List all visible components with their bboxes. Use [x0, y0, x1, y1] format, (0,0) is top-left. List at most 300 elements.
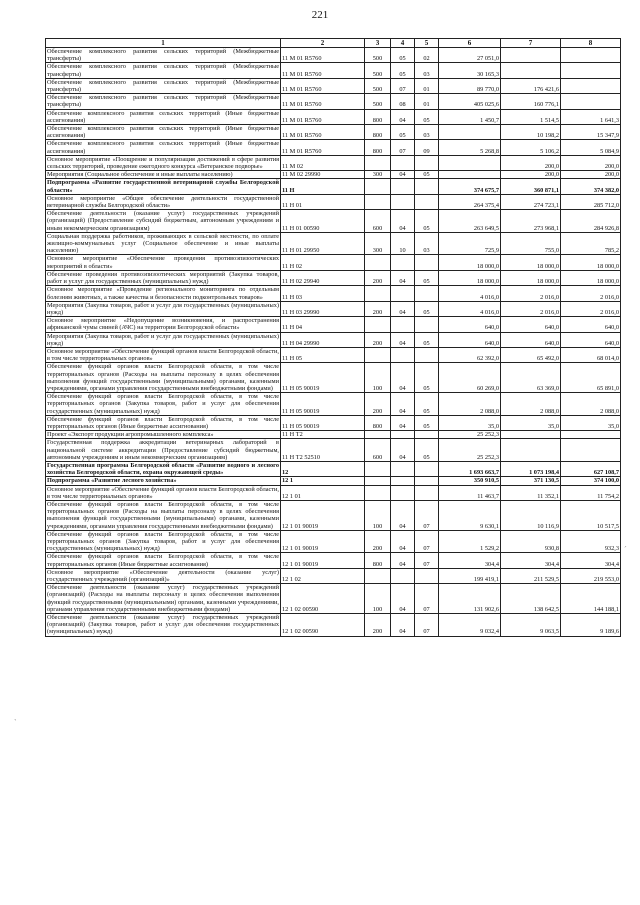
row-name-cell: Обеспечение комплексного развития сельских территорий (Межбюджетные трансферты)	[47, 94, 279, 109]
row-pr-cell: 07	[415, 553, 439, 568]
row-name-cell: Обеспечение комплексного развития сельских территорий (Иные бюджетные ассигнования)	[47, 125, 279, 140]
row-name-cell: Основное мероприятие «Проведение регионального мониторинга по отдельным болезням животных, а также качества и безопасности подконтрольных товаров»	[47, 286, 279, 301]
row-rz-cell: 04	[391, 415, 415, 430]
row-value-cell: 65 891,0	[561, 363, 621, 393]
row-rz-cell	[391, 477, 415, 485]
row-value-cell: 219 553,0	[561, 568, 621, 583]
row-value-cell: 1 641,3	[561, 109, 621, 124]
row-value-cell: 5 106,2	[501, 140, 561, 155]
table-row	[46, 270, 621, 285]
row-pr-cell: 05	[415, 439, 439, 462]
row-pr-cell	[415, 255, 439, 270]
row-name-cell: Подпрограмма «Развитие лесного хозяйства»	[46, 477, 281, 485]
row-value-cell: 9 630,1	[439, 500, 501, 530]
row-value-cell: 5 268,8	[439, 140, 501, 155]
table-row	[46, 63, 621, 78]
row-vr-cell: 200	[365, 301, 391, 316]
row-value-cell: 25 252,3	[439, 439, 501, 462]
row-name-cell: Основное мероприятие «Обеспечение функций органов власти Белгородской области, в том числе территориальных органов»	[47, 347, 279, 363]
row-rz-cell: 04	[391, 332, 415, 347]
row-pr-cell: 05	[415, 270, 439, 285]
row-value-cell	[501, 431, 561, 439]
row-pr-cell	[415, 179, 439, 194]
row-value-cell: 785,2	[561, 232, 621, 255]
row-value-cell: 273 968,1	[501, 210, 561, 233]
row-name-cell: Мероприятия (Закупка товаров, работ и услуг для государственных (муниципальных) нужд)	[47, 332, 279, 347]
table-row	[46, 232, 621, 255]
row-name-cell: Социальная поддержка работников, проживающих в сельской местности, по оплате жилищно-коммунальных услуг (Социальное обеспечение и иные выплаты населению)	[47, 232, 279, 255]
row-vr-cell: 800	[365, 553, 391, 568]
row-value-cell: 4 016,0	[439, 286, 501, 301]
header-cell: 2	[281, 39, 365, 48]
table-row	[46, 477, 621, 485]
row-value-cell: 9 063,5	[501, 614, 561, 637]
table-row	[46, 109, 621, 124]
row-value-cell: 63 369,0	[501, 363, 561, 393]
row-value-cell: 640,0	[561, 332, 621, 347]
row-code-cell: 12 1 01 90019	[281, 553, 365, 568]
row-pr-cell: 05	[415, 363, 439, 393]
row-name-cell: Основное мероприятие «Поощрение и популяризация достижений в сфере развития сельских территорий, проведение ежегодного конкурса «Ветеранское подворье»	[47, 155, 279, 171]
row-value-cell: 725,9	[439, 232, 501, 255]
row-value-cell: 18 000,0	[561, 270, 621, 285]
row-value-cell: 10 517,5	[561, 500, 621, 530]
row-vr-cell	[365, 155, 391, 170]
row-value-cell: 200,0	[501, 155, 561, 170]
row-value-cell: 89 770,0	[439, 78, 501, 93]
row-rz-cell	[391, 461, 415, 476]
table-row	[46, 94, 621, 109]
row-code-cell: 11 Н	[281, 179, 365, 194]
row-pr-cell: 01	[415, 94, 439, 109]
row-rz-cell	[391, 485, 415, 500]
row-value-cell: 62 392,0	[439, 347, 501, 362]
row-vr-cell: 800	[365, 415, 391, 430]
row-rz-cell: 08	[391, 94, 415, 109]
row-value-cell: 9 189,6	[561, 614, 621, 637]
row-rz-cell	[391, 155, 415, 170]
row-name-cell: Основное мероприятие «Недопущение возникновения, и распространения африканской чумы свиней (АЧС) на территории Белгородской области»	[47, 317, 279, 332]
stray-mark-icon: ´	[624, 545, 627, 554]
row-value-cell: 11 754,2	[561, 485, 621, 500]
header-cell: 6	[439, 39, 501, 48]
row-value-cell: 1 073 198,4	[501, 461, 561, 476]
row-value-cell: 627 108,7	[561, 461, 621, 476]
row-rz-cell: 10	[391, 232, 415, 255]
table-row	[46, 347, 621, 362]
row-code-cell: 11 Н 02 29940	[281, 270, 365, 285]
row-vr-cell: 800	[365, 140, 391, 155]
row-vr-cell: 200	[365, 614, 391, 637]
row-code-cell: 11 М 01 R5760	[281, 63, 365, 78]
row-value-cell: 930,8	[501, 530, 561, 553]
row-pr-cell	[415, 155, 439, 170]
row-name-cell: Государственная программа Белгородской области «Развитие водного и лесного хозяйства Белгородской области, охрана окружающей среды»	[47, 461, 279, 477]
row-value-cell: 4 016,0	[439, 301, 501, 316]
table-row	[46, 530, 621, 553]
row-value-cell: 2 016,0	[561, 301, 621, 316]
row-code-cell: 11 М 02 29990	[281, 171, 365, 179]
table-row	[46, 568, 621, 583]
row-pr-cell	[415, 431, 439, 439]
row-vr-cell: 300	[365, 232, 391, 255]
row-vr-cell	[365, 194, 391, 209]
row-value-cell: 374 675,7	[439, 179, 501, 194]
row-vr-cell: 500	[365, 63, 391, 78]
row-value-cell: 755,0	[501, 232, 561, 255]
row-value-cell: 65 492,0	[501, 347, 561, 362]
row-code-cell: 11 Н 03	[281, 286, 365, 301]
row-value-cell	[561, 431, 621, 439]
row-value-cell	[501, 63, 561, 78]
row-code-cell: 11 Н 05	[281, 347, 365, 362]
row-code-cell: 11 Н 01	[281, 194, 365, 209]
row-code-cell: 12 1 01	[281, 485, 365, 500]
row-value-cell: 2 016,0	[501, 286, 561, 301]
row-value-cell: 2 016,0	[561, 286, 621, 301]
table-row	[46, 415, 621, 430]
row-value-cell: 285 712,0	[561, 194, 621, 209]
table-header-row	[46, 39, 621, 48]
row-value-cell: 18 000,0	[439, 270, 501, 285]
row-value-cell: 304,4	[439, 553, 501, 568]
row-value-cell: 360 871,1	[501, 179, 561, 194]
row-vr-cell: 800	[365, 109, 391, 124]
row-value-cell: 1 514,5	[501, 109, 561, 124]
row-name-cell: Проект «Экспорт продукции агропромышленного комплекса»	[46, 431, 281, 439]
row-value-cell: 1 450,7	[439, 109, 501, 124]
row-vr-cell: 100	[365, 363, 391, 393]
row-value-cell: 199 419,1	[439, 568, 501, 583]
page-number: 221	[311, 9, 329, 21]
row-value-cell: 35,0	[439, 415, 501, 430]
row-code-cell: 12 1 02 00590	[281, 614, 365, 637]
row-rz-cell: 04	[391, 553, 415, 568]
row-pr-cell: 01	[415, 78, 439, 93]
row-name-cell: Обеспечение функций органов власти Белгородской области, в том числе территориальных органов (Иные бюджетные ассигнования)	[47, 415, 279, 430]
row-name-cell: Обеспечение функций органов власти Белгородской области, в том числе территориальных органов (Закупка товаров, работ и услуг для обеспечения государственных (муниципальных) нужд)	[47, 530, 279, 553]
row-rz-cell: 04	[391, 393, 415, 416]
row-name-cell: Подпрограмма «Развитие государственной ветеринарной службы Белгородской области»	[47, 179, 279, 194]
row-name-cell: Обеспечение комплексного развития сельских территорий (Иные бюджетные ассигнования)	[47, 109, 279, 124]
row-pr-cell: 05	[415, 332, 439, 347]
row-value-cell: 274 723,1	[501, 194, 561, 209]
row-pr-cell	[415, 485, 439, 500]
row-value-cell	[561, 439, 621, 462]
row-value-cell: 2 016,0	[501, 301, 561, 316]
table-row	[46, 194, 621, 209]
row-vr-cell: 200	[365, 270, 391, 285]
row-value-cell: 27 051,0	[439, 48, 501, 63]
row-value-cell	[561, 78, 621, 93]
row-name-cell: Обеспечение комплексного развития сельских территорий (Межбюджетные трансферты)	[47, 48, 279, 63]
row-value-cell: 18 000,0	[501, 270, 561, 285]
row-rz-cell	[391, 347, 415, 362]
row-value-cell: 640,0	[501, 332, 561, 347]
table-row	[46, 140, 621, 155]
row-rz-cell: 04	[391, 439, 415, 462]
row-vr-cell	[365, 477, 391, 485]
row-rz-cell: 04	[391, 584, 415, 614]
table-row	[46, 255, 621, 270]
row-code-cell: 11 Н Т2 52510	[281, 439, 365, 462]
row-vr-cell	[365, 485, 391, 500]
row-value-cell: 200,0	[561, 155, 621, 170]
row-pr-cell: 07	[415, 500, 439, 530]
row-rz-cell: 07	[391, 140, 415, 155]
row-value-cell: 11 463,7	[439, 485, 501, 500]
row-value-cell: 200,0	[561, 171, 621, 179]
row-value-cell: 304,4	[561, 553, 621, 568]
row-rz-cell: 04	[391, 530, 415, 553]
row-value-cell	[439, 125, 501, 140]
row-value-cell	[439, 155, 501, 170]
row-pr-cell: 07	[415, 614, 439, 637]
row-vr-cell	[365, 347, 391, 362]
row-rz-cell: 05	[391, 63, 415, 78]
row-value-cell: 1 529,2	[439, 530, 501, 553]
row-name-cell: Обеспечение деятельности (оказание услуг) государственных учреждений (организаций) (Закупка товаров, работ и услуг для обеспечения государственных (муниципальных) нужд)	[47, 614, 279, 636]
row-code-cell: 12 1 02 00590	[281, 584, 365, 614]
row-rz-cell: 04	[391, 363, 415, 393]
table-row	[46, 286, 621, 301]
row-pr-cell: 07	[415, 584, 439, 614]
row-name-cell: Обеспечение комплексного развития сельских территорий (Межбюджетные трансферты)	[47, 78, 279, 94]
row-vr-cell	[365, 286, 391, 301]
row-value-cell: 11 352,1	[501, 485, 561, 500]
row-rz-cell	[391, 255, 415, 270]
row-vr-cell: 200	[365, 393, 391, 416]
row-value-cell: 30 165,3	[439, 63, 501, 78]
row-value-cell: 15 347,9	[561, 125, 621, 140]
row-value-cell: 405 025,6	[439, 94, 501, 109]
table-row	[46, 553, 621, 568]
row-value-cell: 640,0	[439, 317, 501, 332]
table-row	[46, 614, 621, 637]
table-row	[46, 485, 621, 500]
row-pr-cell: 05	[415, 393, 439, 416]
row-value-cell: 2 088,0	[501, 393, 561, 416]
row-name-cell: Обеспечение деятельности (оказание услуг) государственных учреждений (организаций) (Расходы на выплаты персоналу в целях обеспечения выполнения функций государственными (муниципальными) органами, казенными учреждениями, органами управления государственными внебюджетными фондами)	[47, 584, 279, 613]
row-value-cell	[561, 63, 621, 78]
row-name-cell: Обеспечение функций органов власти Белгородской области, в том числе территориальных органов (Расходы на выплаты персоналу в целях обеспечения выполнения функций государственными (муниципальными) органами, казенными учреждениями, органами управления государственными внебюджетными фондами)	[47, 363, 279, 392]
row-value-cell: 284 926,8	[561, 210, 621, 233]
row-name-cell: Основное мероприятие «Обеспечение функций органов власти Белгородской области, в том числе территориальных органов»	[47, 485, 279, 500]
row-name-cell: Государственная поддержка аккредитации ветеринарных лабораторий в национальной системе аккредитации (Предоставление субсидий бюджетным, автономным учреждениям и иным некоммерческим организациям)	[47, 439, 279, 461]
row-name-cell: Обеспечение проведения противоэпизоотических мероприятий (Закупка товаров, работ и услуг для государственных (муниципальных) нужд)	[47, 270, 279, 286]
table-row	[46, 125, 621, 140]
row-value-cell: 60 269,0	[439, 363, 501, 393]
row-value-cell: 304,4	[501, 553, 561, 568]
row-pr-cell: 05	[415, 210, 439, 233]
header-cell: 1	[46, 39, 281, 48]
row-value-cell: 5 084,9	[561, 140, 621, 155]
row-vr-cell	[365, 461, 391, 476]
row-pr-cell: 07	[415, 530, 439, 553]
row-value-cell: 640,0	[439, 332, 501, 347]
row-code-cell: 11 Н 05 90019	[281, 393, 365, 416]
row-vr-cell	[365, 255, 391, 270]
row-rz-cell: 04	[391, 171, 415, 179]
row-pr-cell: 05	[415, 415, 439, 430]
row-pr-cell	[415, 317, 439, 332]
row-value-cell: 264 375,4	[439, 194, 501, 209]
row-vr-cell: 300	[365, 171, 391, 179]
row-vr-cell: 100	[365, 584, 391, 614]
table-row	[46, 210, 621, 233]
row-code-cell: 11 М 01 R5760	[281, 140, 365, 155]
header-cell: 4	[391, 39, 415, 48]
row-vr-cell	[365, 317, 391, 332]
row-vr-cell: 500	[365, 78, 391, 93]
row-value-cell: 211 529,5	[501, 568, 561, 583]
row-value-cell: 374 382,0	[561, 179, 621, 194]
table-row	[46, 78, 621, 93]
row-pr-cell: 05	[415, 301, 439, 316]
row-name-cell: Мероприятия (Социальное обеспечение и иные выплаты населению)	[46, 171, 281, 179]
table-row	[46, 171, 621, 179]
row-vr-cell: 600	[365, 439, 391, 462]
table-row	[46, 439, 621, 462]
row-code-cell: 11 М 01 R5760	[281, 125, 365, 140]
table-row	[46, 155, 621, 170]
row-value-cell: 25 252,3	[439, 431, 501, 439]
row-name-cell: Мероприятия (Закупка товаров, работ и услуг для государственных (муниципальных) нужд)	[47, 301, 279, 316]
row-value-cell: 350 910,5	[439, 477, 501, 485]
row-pr-cell	[415, 286, 439, 301]
row-code-cell: 12 1 01 90019	[281, 530, 365, 553]
stray-mark-icon: `	[14, 718, 17, 727]
row-name-cell: Основное мероприятие «Обеспечение деятельности (оказание услуг) государственных учреждений (организаций)»	[47, 568, 279, 584]
row-vr-cell: 500	[365, 48, 391, 63]
row-code-cell: 11 Н 05 90019	[281, 415, 365, 430]
row-code-cell: 11 Н 04 29990	[281, 332, 365, 347]
row-rz-cell: 04	[391, 614, 415, 637]
table-row	[46, 431, 621, 439]
table-body	[46, 48, 621, 637]
row-value-cell: 2 088,0	[439, 393, 501, 416]
row-pr-cell: 03	[415, 125, 439, 140]
row-name-cell: Обеспечение комплексного развития сельских территорий (Межбюджетные трансферты)	[47, 63, 279, 78]
row-value-cell: 68 014,0	[561, 347, 621, 362]
row-rz-cell	[391, 179, 415, 194]
row-value-cell: 144 188,1	[561, 584, 621, 614]
row-value-cell: 2 088,0	[561, 393, 621, 416]
row-code-cell: 12	[281, 461, 365, 476]
table-row	[46, 301, 621, 316]
row-value-cell	[501, 48, 561, 63]
row-rz-cell: 04	[391, 109, 415, 124]
table-row	[46, 363, 621, 393]
row-rz-cell	[391, 317, 415, 332]
row-name-cell: Обеспечение функций органов власти Белгородской области, в том числе территориальных органов (Расходы на выплаты персоналу в целях обеспечения выполнения функций государственными (муниципальными) органами, казенными учреждениями, органами управления государственными внебюджетными фондами)	[47, 500, 279, 530]
row-pr-cell: 09	[415, 140, 439, 155]
row-pr-cell: 05	[415, 109, 439, 124]
table-row	[46, 317, 621, 332]
row-pr-cell: 03	[415, 63, 439, 78]
row-code-cell: 11 М 01 R5760	[281, 48, 365, 63]
row-value-cell: 640,0	[501, 317, 561, 332]
row-name-cell: Обеспечение функций органов власти Белгородской области, в том числе территориальных органов (Иные бюджетные ассигнования)	[47, 553, 279, 568]
row-value-cell: 18 000,0	[439, 255, 501, 270]
row-value-cell: 374 100,0	[561, 477, 621, 485]
row-rz-cell	[391, 431, 415, 439]
row-code-cell: 11 Н 02	[281, 255, 365, 270]
row-vr-cell: 200	[365, 332, 391, 347]
row-pr-cell	[415, 194, 439, 209]
row-code-cell: 11 Н 04	[281, 317, 365, 332]
row-value-cell: 371 130,5	[501, 477, 561, 485]
row-code-cell: 11 М 01 R5760	[281, 94, 365, 109]
row-code-cell: 11 М 02	[281, 155, 365, 170]
table-row	[46, 48, 621, 63]
row-rz-cell: 04	[391, 270, 415, 285]
row-rz-cell: 04	[391, 500, 415, 530]
row-name-cell: Основное мероприятие «Обеспечение проведения противоэпизоотических мероприятий в области»	[47, 255, 279, 270]
row-value-cell: 35,0	[501, 415, 561, 430]
row-value-cell: 138 642,5	[501, 584, 561, 614]
row-vr-cell: 100	[365, 500, 391, 530]
table-row	[46, 179, 621, 194]
row-rz-cell: 05	[391, 48, 415, 63]
row-rz-cell	[391, 568, 415, 583]
row-pr-cell	[415, 568, 439, 583]
table-row	[46, 332, 621, 347]
row-pr-cell	[415, 461, 439, 476]
row-value-cell: 1 693 663,7	[439, 461, 501, 476]
row-code-cell: 11 М 01 R5760	[281, 109, 365, 124]
table-row	[46, 584, 621, 614]
row-value-cell: 176 421,6	[501, 78, 561, 93]
row-rz-cell	[391, 286, 415, 301]
row-name-cell: Обеспечение комплексного развития сельских территорий (Иные бюджетные ассигнования)	[47, 140, 279, 155]
row-value-cell	[501, 439, 561, 462]
row-code-cell: 11 Н 05 90019	[281, 363, 365, 393]
row-vr-cell	[365, 179, 391, 194]
row-value-cell: 35,0	[561, 415, 621, 430]
row-name-cell: Основное мероприятие «Общее обеспечение деятельности государственной ветеринарной службы Белгородской области»	[47, 194, 279, 210]
row-value-cell: 131 902,6	[439, 584, 501, 614]
row-code-cell: 11 Н 01 00590	[281, 210, 365, 233]
row-vr-cell	[365, 568, 391, 583]
row-value-cell	[561, 94, 621, 109]
header-cell: 5	[415, 39, 439, 48]
row-pr-cell	[415, 347, 439, 362]
row-vr-cell: 500	[365, 94, 391, 109]
row-code-cell: 11 Н 01 29950	[281, 232, 365, 255]
row-rz-cell: 05	[391, 125, 415, 140]
budget-table	[45, 38, 621, 637]
table-row	[46, 393, 621, 416]
row-code-cell: 11 Н Т2	[281, 431, 365, 439]
row-value-cell: 263 649,5	[439, 210, 501, 233]
row-value-cell: 18 000,0	[501, 255, 561, 270]
table-row	[46, 500, 621, 530]
row-pr-cell	[415, 477, 439, 485]
row-value-cell	[439, 171, 501, 179]
row-rz-cell: 04	[391, 301, 415, 316]
row-value-cell: 640,0	[561, 317, 621, 332]
row-rz-cell: 07	[391, 78, 415, 93]
row-code-cell: 12 1 02	[281, 568, 365, 583]
row-pr-cell: 02	[415, 48, 439, 63]
table-row	[46, 461, 621, 476]
row-vr-cell: 200	[365, 530, 391, 553]
row-value-cell: 160 776,1	[501, 94, 561, 109]
row-code-cell: 12 1	[281, 477, 365, 485]
row-code-cell: 11 М 01 R5760	[281, 78, 365, 93]
row-value-cell: 200,0	[501, 171, 561, 179]
